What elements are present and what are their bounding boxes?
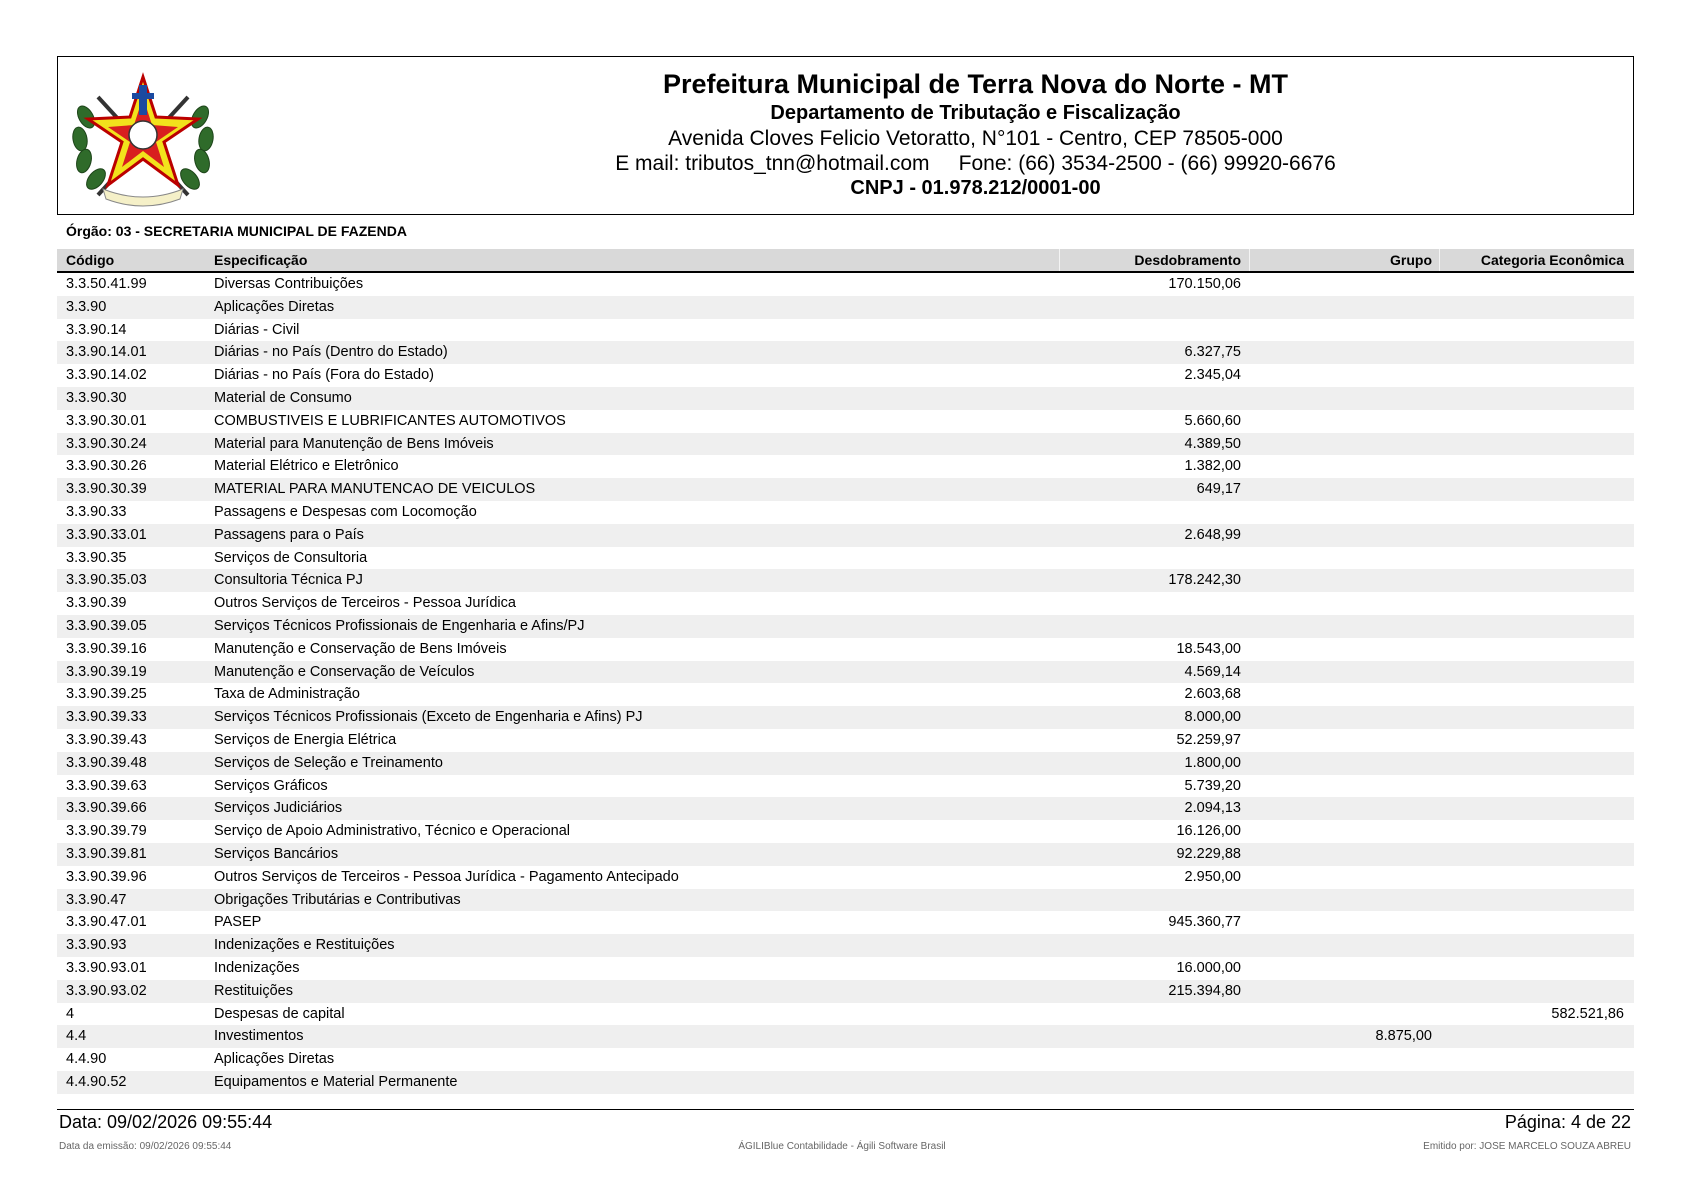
table-row [57, 433, 1634, 456]
cell-codigo: 3.3.90.39.33 [66, 709, 147, 726]
col-header-categoria: Categoria Econômica [1480, 252, 1624, 268]
cell-codigo: 3.3.90.39.48 [66, 754, 147, 771]
cell-especificacao: Material de Consumo [214, 389, 352, 406]
cell-especificacao: Diversas Contribuições [214, 276, 364, 292]
municipal-coat-of-arms-icon [68, 67, 218, 207]
cell-codigo: 3.3.90.47.01 [66, 914, 147, 931]
table-row [57, 797, 1634, 820]
cell-codigo: 3.3.90.30 [66, 389, 127, 406]
footer-system-name: ÁGILIBlue Contabilidade - Ágili Software Brasil [738, 1141, 946, 1152]
report-header [57, 56, 1634, 215]
cell-codigo: 3.3.90.35.03 [66, 572, 147, 589]
cell-desdobramento: 2.094,13 [1184, 800, 1241, 817]
cell-desdobramento: 6.327,75 [1184, 344, 1241, 361]
table-row [57, 1003, 1634, 1026]
cell-especificacao: Restituições [214, 982, 293, 999]
footer-divider [57, 1109, 1634, 1110]
cell-especificacao: Serviços Técnicos Profissionais (Exceto de Engenharia e Afins) PJ [214, 709, 643, 726]
cell-especificacao: Serviços de Seleção e Treinamento [214, 754, 443, 771]
table-row [57, 569, 1634, 592]
cell-codigo: 3.3.90.93.01 [66, 959, 147, 976]
cell-desdobramento: 92.229,88 [1176, 845, 1241, 862]
table-row [57, 638, 1634, 661]
table-row [57, 273, 1634, 296]
cell-desdobramento: 4.389,50 [1184, 435, 1241, 452]
cell-codigo: 3.3.90.35 [66, 549, 127, 566]
cell-codigo: 3.3.90.47 [66, 891, 127, 908]
cell-codigo: 3.3.90.39.25 [66, 686, 147, 703]
footer-emission-date: Data da emissão: 09/02/2026 09:55:44 [59, 1141, 232, 1152]
table-row [57, 889, 1634, 912]
cell-especificacao: Serviços de Consultoria [214, 549, 368, 566]
cell-codigo: 3.3.90.39.79 [66, 823, 147, 840]
cell-especificacao: Diárias - Civil [214, 321, 300, 338]
table-row [57, 980, 1634, 1003]
cell-especificacao: COMBUSTIVEIS E LUBRIFICANTES AUTOMOTIVOS [214, 412, 566, 429]
table-row [57, 296, 1634, 319]
cell-especificacao: Outros Serviços de Terceiros - Pessoa Jurídica [214, 595, 516, 612]
cell-desdobramento: 170.150,06 [1168, 276, 1241, 292]
cell-codigo: 3.3.90.39.96 [66, 868, 147, 885]
cell-especificacao: Serviços Judiciários [214, 800, 343, 817]
header-text-block [358, 67, 1593, 201]
cell-codigo: 3.3.50.41.99 [66, 276, 147, 292]
cell-especificacao: Serviços Bancários [214, 845, 339, 862]
footer-issued-by: Emitido por: JOSE MARCELO SOUZA ABREU [1423, 1141, 1631, 1152]
cell-especificacao: Manutenção e Conservação de Veículos [214, 663, 475, 680]
cell-especificacao: Material Elétrico e Eletrônico [214, 458, 399, 475]
cell-desdobramento: 5.739,20 [1184, 777, 1241, 794]
cell-especificacao: Passagens para o País [214, 526, 364, 543]
footer-page-number: Página: 4 de 22 [1504, 1112, 1631, 1132]
col-header-codigo: Código [66, 252, 115, 268]
cell-desdobramento: 1.382,00 [1184, 458, 1241, 475]
table-row [57, 683, 1634, 706]
cell-especificacao: PASEP [214, 914, 262, 931]
cell-especificacao: Diárias - no País (Dentro do Estado) [214, 344, 448, 361]
cell-codigo: 3.3.90.39 [66, 595, 127, 612]
cell-codigo: 3.3.90.30.26 [66, 458, 147, 475]
cell-especificacao: Passagens e Despesas com Locomoção [214, 503, 477, 520]
table-row [57, 729, 1634, 752]
cell-codigo: 3.3.90.14 [66, 321, 127, 338]
cell-codigo: 3.3.90.39.81 [66, 845, 147, 862]
page-title: Prefeitura Municipal de Terra Nova do Norte - MT [662, 69, 1289, 99]
table-header [57, 249, 1634, 273]
cell-desdobramento: 178.242,30 [1168, 572, 1241, 589]
cell-especificacao: Investimentos [214, 1028, 304, 1045]
cell-especificacao: Serviços Gráficos [214, 777, 328, 794]
cell-codigo: 3.3.90.39.19 [66, 663, 147, 680]
cell-desdobramento: 16.000,00 [1176, 959, 1241, 976]
cell-codigo: 3.3.90.14.01 [66, 344, 147, 361]
table-row [57, 319, 1634, 342]
table-row [57, 547, 1634, 570]
table-row [57, 364, 1634, 387]
cell-especificacao: Diárias - no País (Fora do Estado) [214, 367, 435, 384]
cell-desdobramento: 2.950,00 [1184, 868, 1241, 885]
address-line: Avenida Cloves Felicio Vetoratto, N°101 - Centro, CEP 78505-000 [668, 127, 1283, 150]
cell-codigo: 3.3.90.93 [66, 937, 127, 954]
table-row [57, 341, 1634, 364]
cell-grupo: 8.875,00 [1375, 1028, 1432, 1045]
table-row [57, 843, 1634, 866]
cell-especificacao: Serviço de Apoio Administrativo, Técnico e Operacional [214, 823, 570, 840]
cell-especificacao: Despesas de capital [214, 1005, 345, 1022]
table-row [57, 934, 1634, 957]
col-header-especificacao: Especificação [214, 252, 308, 268]
table-row [57, 957, 1634, 980]
cell-codigo: 4.4.90.52 [66, 1073, 127, 1090]
cell-codigo: 3.3.90.14.02 [66, 367, 147, 384]
contact-line: E mail: tributos_tnn@hotmail.com Fone: (66) 3534-2500 - (66) 99920-6676 [615, 152, 1336, 175]
col-header-desdobramento: Desdobramento [1134, 252, 1241, 268]
cell-especificacao: Serviços Técnicos Profissionais de Engenharia e Afins/PJ [214, 617, 585, 634]
table-row [57, 387, 1634, 410]
table-row [57, 866, 1634, 889]
cell-especificacao: Consultoria Técnica PJ [214, 572, 363, 589]
cell-desdobramento: 2.603,68 [1184, 686, 1241, 703]
cell-codigo: 3.3.90.39.63 [66, 777, 147, 794]
table-row [57, 478, 1634, 501]
table-body [57, 273, 1634, 1094]
cell-desdobramento: 52.259,97 [1176, 731, 1241, 748]
cell-desdobramento: 649,17 [1196, 481, 1241, 498]
cell-codigo: 3.3.90.33 [66, 503, 127, 520]
header-separator [1249, 249, 1250, 271]
table-row [57, 1048, 1634, 1071]
department-name: Departamento de Tributação e Fiscalização [770, 102, 1181, 124]
cell-codigo: 3.3.90.39.16 [66, 640, 147, 657]
cell-especificacao: Serviços de Energia Elétrica [214, 731, 397, 748]
cell-desdobramento: 18.543,00 [1176, 640, 1241, 657]
cell-especificacao: Aplicações Diretas [214, 1051, 335, 1068]
cell-especificacao: Obrigações Tributárias e Contributivas [214, 891, 461, 908]
cell-desdobramento: 8.000,00 [1184, 709, 1241, 726]
cell-codigo: 4.4 [66, 1028, 87, 1045]
orgao-label: Órgão: 03 - SECRETARIA MUNICIPAL DE FAZENDA [66, 223, 407, 239]
cell-desdobramento: 5.660,60 [1184, 412, 1241, 429]
cell-codigo: 3.3.90.33.01 [66, 526, 147, 543]
cnpj-line: CNPJ - 01.978.212/0001-00 [850, 177, 1101, 199]
cell-codigo: 3.3.90.30.24 [66, 435, 147, 452]
cell-codigo: 3.3.90.93.02 [66, 982, 147, 999]
table-row [57, 524, 1634, 547]
table-row [57, 706, 1634, 729]
cell-especificacao: Manutenção e Conservação de Bens Imóveis [214, 640, 507, 657]
table-row [57, 501, 1634, 524]
cell-especificacao: Taxa de Administração [214, 686, 360, 703]
cell-codigo: 4.4.90 [66, 1051, 107, 1068]
cell-codigo: 3.3.90.30.39 [66, 481, 147, 498]
table-row [57, 615, 1634, 638]
table-row [57, 455, 1634, 478]
table-row [57, 775, 1634, 798]
table-row [57, 820, 1634, 843]
table-row [57, 1025, 1634, 1048]
cell-especificacao: Indenizações [214, 959, 300, 976]
cell-desdobramento: 1.800,00 [1184, 754, 1241, 771]
expense-table [57, 249, 1634, 1094]
footer-date: Data: 09/02/2026 09:55:44 [59, 1112, 273, 1132]
table-row [57, 752, 1634, 775]
cell-codigo: 3.3.90.39.05 [66, 617, 147, 634]
table-row [57, 661, 1634, 684]
cell-desdobramento: 945.360,77 [1168, 914, 1241, 931]
header-separator [1439, 249, 1440, 271]
cell-desdobramento: 16.126,00 [1176, 823, 1241, 840]
cell-especificacao: Indenizações e Restituições [214, 937, 395, 954]
cell-desdobramento: 4.569,14 [1184, 663, 1241, 680]
cell-especificacao: MATERIAL PARA MANUTENCAO DE VEICULOS [214, 481, 536, 498]
cell-desdobramento: 215.394,80 [1168, 982, 1241, 999]
table-row [57, 592, 1634, 615]
cell-especificacao: Outros Serviços de Terceiros - Pessoa Jurídica - Pagamento Antecipado [214, 868, 679, 885]
cell-especificacao: Equipamentos e Material Permanente [214, 1073, 458, 1090]
header-separator [1059, 249, 1060, 271]
table-row [57, 410, 1634, 433]
cell-codigo: 4 [66, 1005, 75, 1022]
col-header-grupo: Grupo [1390, 252, 1432, 268]
table-row [57, 911, 1634, 934]
cell-especificacao: Material para Manutenção de Bens Imóveis [214, 435, 494, 452]
cell-desdobramento: 2.648,99 [1184, 526, 1241, 543]
cell-codigo: 3.3.90.39.43 [66, 731, 147, 748]
cell-codigo: 3.3.90 [66, 298, 107, 315]
cell-categoria: 582.521,86 [1551, 1005, 1624, 1022]
table-row [57, 1071, 1634, 1094]
cell-codigo: 3.3.90.30.01 [66, 412, 147, 429]
cell-codigo: 3.3.90.39.66 [66, 800, 147, 817]
cell-especificacao: Aplicações Diretas [214, 298, 335, 315]
cell-desdobramento: 2.345,04 [1184, 367, 1241, 384]
